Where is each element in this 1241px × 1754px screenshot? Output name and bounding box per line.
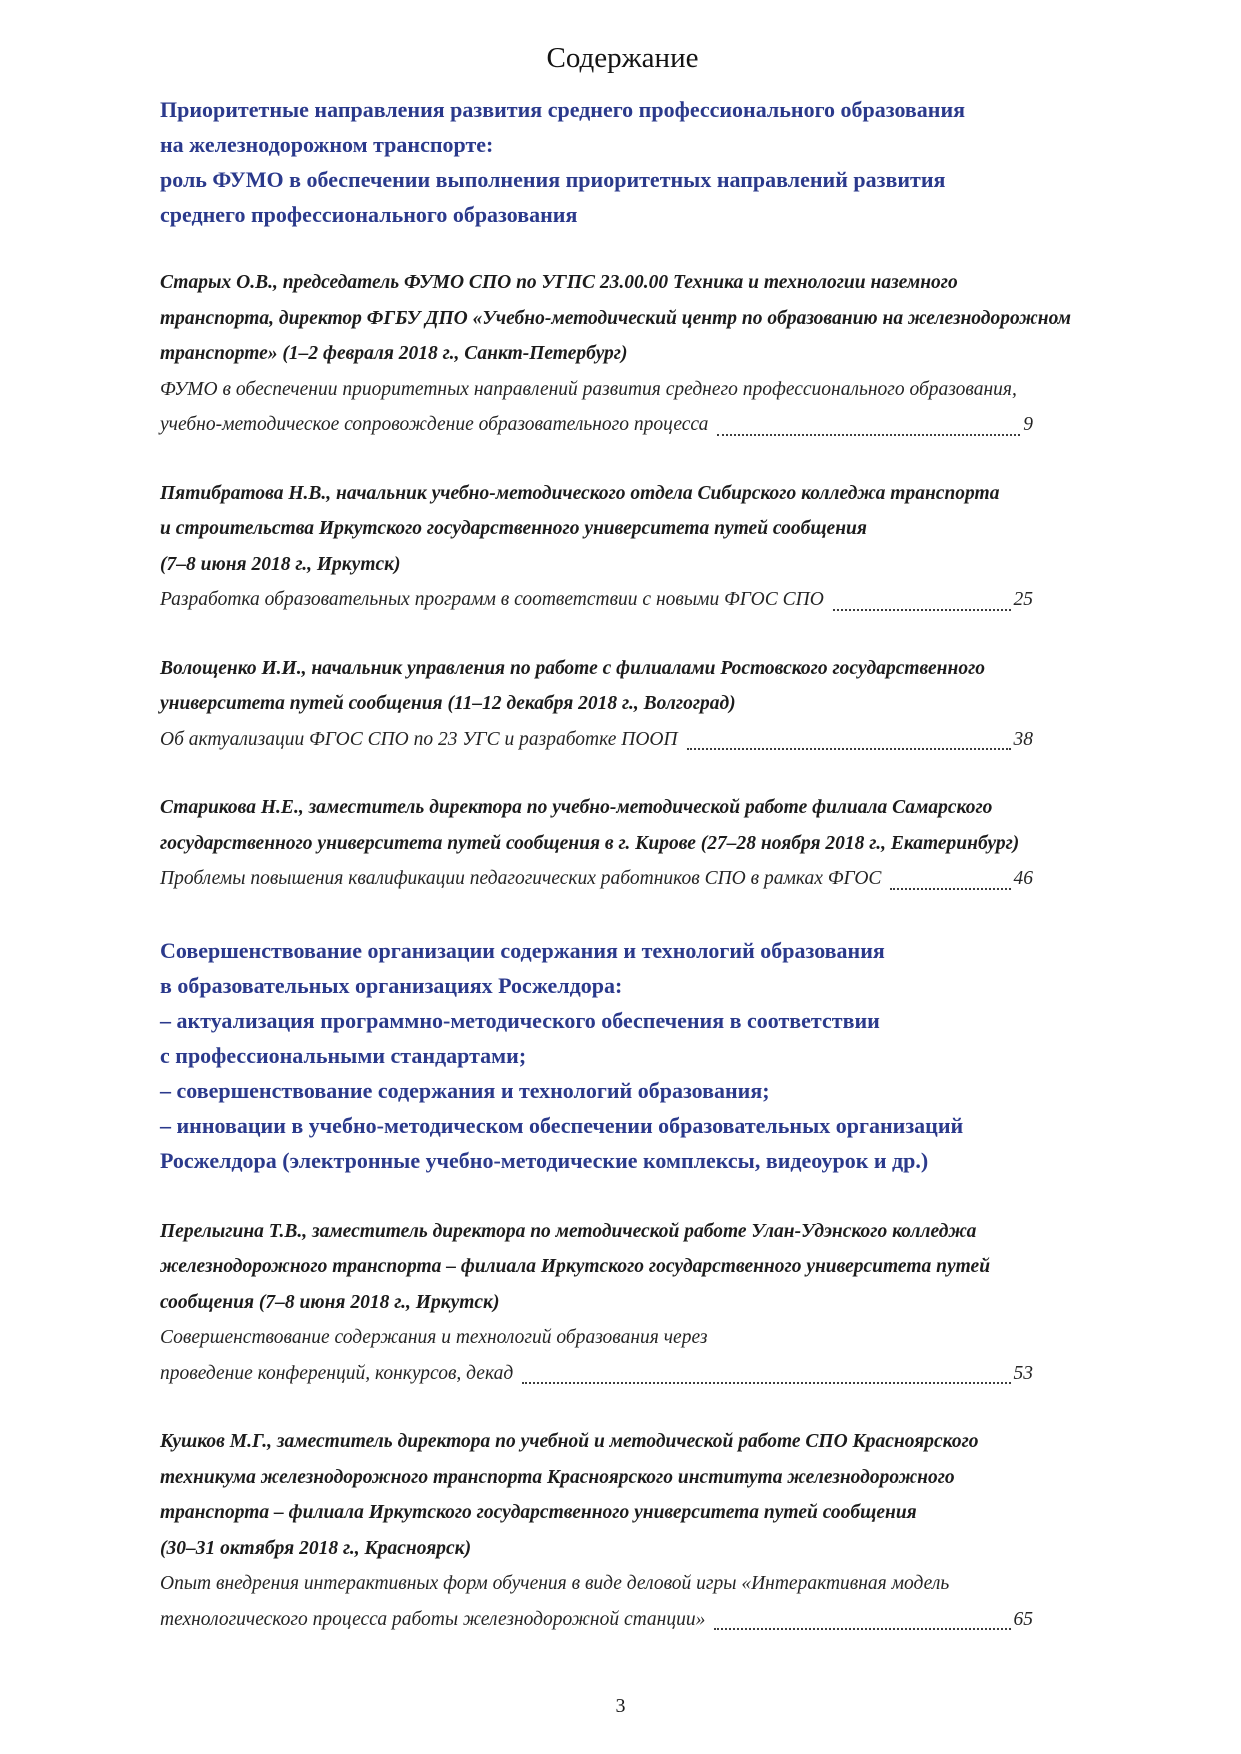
entry-page-number: 9 [1023,414,1033,435]
page-title: Содержание [546,42,699,74]
toc-entry-starykh [160,265,1071,443]
heading-line: – актуализация программно-методического обеспечения в соответствии [160,1007,880,1033]
entry-author-line: Старикова Н.Е., заместитель директора по учебно-методической работе филиала Самарского [160,797,993,818]
entry-author-line: Перелыгина Т.В., заместитель директора по методической работе Улан-Удэнского колледжа [160,1220,977,1242]
entry-author-line: университета путей сообщения (11–12 декабря 2018 г., Волгоград) [160,693,736,714]
heading-line: в образовательных организациях Росжелдора: [160,972,623,998]
entry-page-number: 38 [1013,728,1033,750]
entry-author-line: государственного университета путей сообщения в г. Кирове (27–28 ноября 2018 г., Екатеринбург) [160,832,1020,854]
dot-leader [522,1382,1010,1384]
dot-leader [890,888,1010,890]
entry-topic-text: проведение конференций, конкурсов, декад [160,1362,514,1384]
entry-author-line: железнодорожного транспорта – филиала Иркутского государственного университета путей [160,1256,991,1277]
heading-line: Росжелдора (электронные учебно-методические комплексы, видеоурок и др.) [160,1147,929,1173]
entry-topic-text: Разработка образовательных программ в соответствии с новыми ФГОС СПО [160,589,824,610]
entry-page-number: 46 [1013,868,1033,889]
toc-entry-voloshchenko [160,651,1033,758]
entry-author-line: транспорта, директор ФГБУ ДПО «Учебно-методический центр по образованию на железнодорожном [160,307,1071,329]
heading-line: – инновации в учебно-методическом обеспечении образовательных организаций [160,1112,964,1138]
dot-leader [687,748,1011,750]
entry-author-line: Пятибратова Н.В., начальник учебно-методического отдела Сибирского колледжа транспорта [160,482,1000,504]
section-heading-improvement [160,933,1033,1178]
entry-author-line: транспорте» (1–2 февраля 2018 г., Санкт-Петербург) [160,343,628,364]
entry-topic-line: Совершенствование содержания и технологий образования через [160,1327,708,1348]
heading-line: на железнодорожном транспорте: [160,132,494,157]
entry-author-line: (30–31 октября 2018 г., Красноярск) [160,1537,472,1559]
entry-author-line: техникума железнодорожного транспорта Красноярского института железнодорожного [160,1466,955,1488]
entry-author-line: (7–8 июня 2018 г., Иркутск) [160,553,401,575]
entry-author-line: и строительства Иркутского государственного университета путей сообщения [160,518,867,539]
footer-page-number: 3 [615,1695,626,1717]
dot-leader [833,609,1011,611]
toc-entry-kushkov [160,1424,1033,1637]
entry-topic-text: Об актуализации ФГОС СПО по 23 УГС и разработке ПООП [160,728,678,750]
heading-line: с профессиональными стандартами; [160,1042,527,1068]
heading-line: среднего профессионального образования [160,202,578,227]
entry-topic-leader-line [160,861,1033,897]
toc-entry-pyatibratova [160,476,1033,618]
entry-topic-text: технологического процесса работы железнодорожной станции» [160,1608,706,1630]
dot-leader [714,1628,1010,1630]
entry-author-line: Кушков М.Г., заместитель директора по учебной и методической работе СПО Красноярского [160,1431,979,1452]
entry-page-number: 53 [1013,1362,1033,1384]
entry-topic-leader-line [160,722,1033,758]
heading-line: Приоритетные направления развития среднего профессионального образования [160,97,966,122]
section-heading-priority-directions [160,92,1033,232]
entry-topic-line: Опыт внедрения интерактивных форм обучения в виде деловой игры «Интерактивная модель [160,1573,950,1594]
entry-author-line: Волощенко И.И., начальник управления по работе с филиалами Ростовского государственного [160,657,986,679]
entry-topic-text: учебно-методическое сопровождение образовательного процесса [160,414,709,435]
entry-author-line: сообщения (7–8 июня 2018 г., Иркутск) [160,1291,500,1313]
entry-topic-leader-line [160,407,1033,443]
entry-page-number: 65 [1013,1608,1033,1630]
entry-author-line: транспорта – филиала Иркутского государственного университета путей сообщения [160,1502,917,1523]
heading-line: – совершенствование содержания и технологий образования; [160,1077,770,1103]
heading-line: Совершенствование организации содержания и технологий образования [160,937,885,963]
entry-topic-text: Проблемы повышения квалификации педагогических работников СПО в рамках ФГОС [160,868,882,889]
toc-entry-perelygina [160,1214,1033,1392]
toc-entry-starikova [160,790,1033,897]
entry-topic-leader-line [160,1356,1033,1392]
dot-leader [717,434,1020,436]
entry-page-number: 25 [1013,589,1033,610]
entry-topic-line: ФУМО в обеспечении приоритетных направлений развития среднего профессионального образования, [160,378,1017,400]
entry-topic-leader-line [160,1602,1033,1638]
entry-author-line: Старых О.В., председатель ФУМО СПО по УГПС 23.00.00 Техника и технологии наземного [160,272,958,293]
heading-line: роль ФУМО в обеспечении выполнения приоритетных направлений развития [160,167,946,192]
entry-topic-leader-line [160,582,1033,618]
